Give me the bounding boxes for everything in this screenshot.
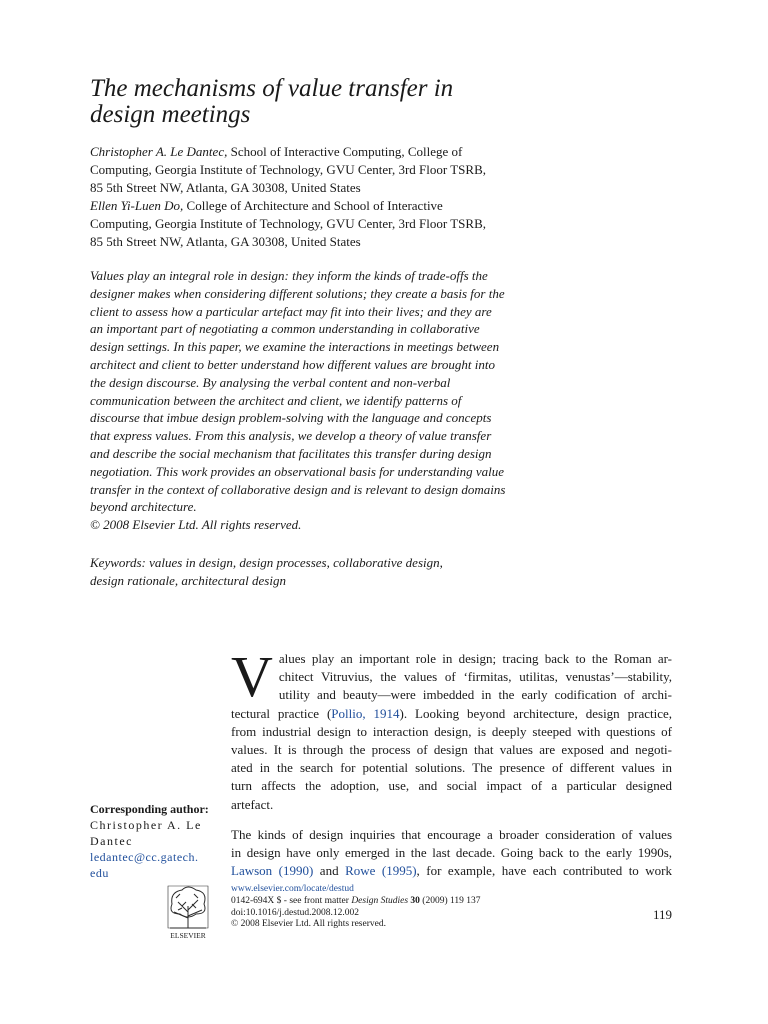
body-text-fragment: and [313,863,346,879]
publisher-logo-text: ELSEVIER [170,931,206,940]
abstract-line: that express values. From this analysis, we develop a theory of value transfer [90,428,492,444]
citation-link-lawson[interactable]: Lawson (1990) [231,863,314,879]
abstract-line: design settings. In this paper, we examine the interactions in meetings between [90,339,500,355]
affiliation-line: 85 5th Street NW, Atlanta, GA 30308, United States [90,234,361,249]
body-line: in design have only emerged in the last decade. Going back to the early 1990s, [231,845,672,861]
keywords-line: Keywords: values in design, design processes, collaborative design, [90,555,443,570]
abstract-line: and describe the social mechanism that facilitates this transfer during design [90,445,492,461]
article-footer [231,884,551,931]
title-line: The mechanisms of value transfer in [90,75,454,102]
journal-name: Design Studies [351,895,409,906]
body-line: utility and beauty—were imbedded in the early codification of archi- [278,687,672,703]
body-line: chitect Vitruvius, the values of ‘firmitas, utilitas, venustas’—stability, [278,669,672,685]
body-text-fragment: tectural practice ( [231,705,332,721]
author-affiliations [90,143,650,251]
journal-url-link[interactable]: www.elsevier.com/locate/destud [231,884,354,894]
abstract-line: designer makes when considering different solutions; they create a basis for the [90,285,505,301]
body-line: artefact. [231,796,274,812]
affiliation-text: School of Interactive Computing, College of [227,144,463,159]
author-line [90,197,650,215]
body-text [231,644,673,880]
footer-text: 0142-694X $ - see front matter [231,895,352,906]
keywords [90,554,650,590]
corresponding-author-email[interactable]: ledantec@cc.gatech. [90,850,199,864]
abstract-line: Values play an integral role in design: they inform the kinds of trade-offs the [90,268,488,283]
corresponding-author-name: Christopher A. Le [90,818,202,832]
body-text-fragment: ). Looking beyond architecture, design practice, [399,705,672,721]
body-paragraph [231,826,672,881]
page-number: 119 [652,907,672,922]
abstract-line: the design discourse. By analysing the verbal content and non-verbal [90,374,451,390]
abstract-copyright: © 2008 Elsevier Ltd. All rights reserved. [90,517,302,533]
body-line: The kinds of design inquiries that encourage a broader consideration of values [231,826,672,842]
body-line: values. It is through the process of design that values are exposed and negoti- [231,742,672,758]
abstract-line: client to assess how a particular artefact may fit into their lives; and they are [90,303,492,319]
elsevier-logo-icon [160,882,216,942]
body-paragraph [231,644,672,814]
doi-line: doi:10.1016/j.destud.2008.12.002 [231,907,359,918]
abstract-line: communication between the architect and client, we identify patterns of [90,392,462,408]
author-line [90,143,650,161]
issn-line [231,896,551,908]
corresponding-author [90,801,225,881]
corresponding-author-name: Dantec [90,834,133,848]
body-line [231,705,672,723]
corresponding-author-email[interactable]: edu [90,866,109,880]
abstract-line: discourse that imbue design problem-solving with the language and concepts [90,410,492,426]
article-title [90,76,610,128]
author-name: Ellen Yi-Luen Do, [90,198,184,213]
footer-text: (2009) 119 137 [419,895,481,906]
body-line [231,862,672,880]
journal-volume: 30 [410,895,420,906]
affiliation-text: College of Architecture and School of Interactive [183,198,443,213]
citation-link-pollio[interactable]: Pollio, 1914 [331,705,400,721]
abstract-line: architect and client to better understand how different values are brought into [90,356,495,372]
body-line: turn affects the adoption, use, and social impact of a particular designed [231,778,672,794]
abstract-line: negotiation. This work provides an observational basis for understanding value [90,463,505,479]
citation-link-rowe[interactable]: Rowe (1995) [345,863,417,879]
title-line: design meetings [90,101,251,128]
abstract-line: beyond architecture. [90,499,197,515]
footer-copyright: © 2008 Elsevier Ltd. All rights reserved. [231,919,386,930]
abstract-line: transfer in the context of collaborative design and is relevant to design domains [90,481,506,497]
author-name: Christopher A. Le Dantec, [90,144,228,159]
body-line: ated in the search for potential solutions. The presence of different values in [231,760,672,776]
corresponding-author-heading: Corresponding author: [90,802,209,816]
affiliation-line: Computing, Georgia Institute of Technology, GVU Center, 3rd Floor TSRB, [90,216,487,231]
keywords-line: design rationale, architectural design [90,572,286,588]
body-line: alues play an important role in design; tracing back to the Roman ar- [278,651,672,666]
affiliation-line: 85 5th Street NW, Atlanta, GA 30308, United States [90,180,361,195]
body-line: from industrial design to interaction design, is deeply steeped with questions of [231,723,672,739]
abstract-line: an important part of negotiating a common understanding in collaborative [90,321,480,337]
body-text-fragment: , for example, have each contributed to work [416,863,673,879]
abstract [90,267,650,534]
affiliation-line: Computing, Georgia Institute of Technology, GVU Center, 3rd Floor TSRB, [90,162,487,177]
drop-cap: V [231,644,273,709]
